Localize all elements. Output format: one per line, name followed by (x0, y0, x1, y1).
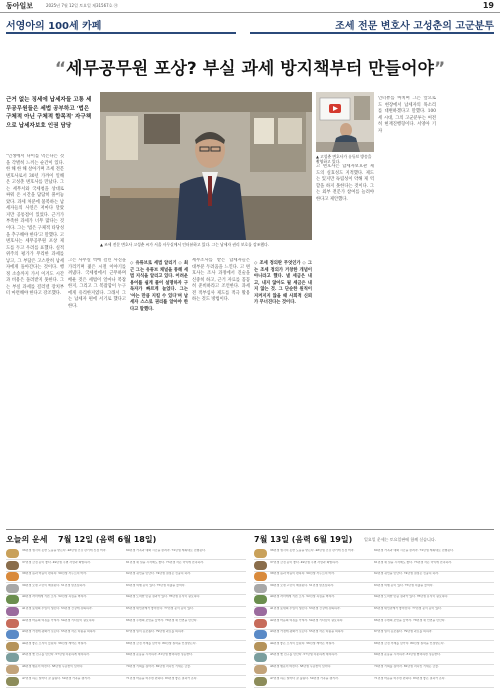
fortune-text: 66년생 주변의 조언을 들어라. 78년생 새 인연을 만난다. (374, 618, 446, 622)
zodiac-animal-icon (254, 607, 267, 616)
main-photo (100, 92, 312, 240)
fortune-grid-left (6, 548, 246, 688)
fortune-text: 39년생 오랜 고민이 해결된다. 51년생 말조심하라. (22, 583, 87, 587)
body-subhead: ◇ 조세 정의란 무엇인가 ◇ 그는 조세 정의가 거창한 개념이 아니라고 했다. 낼 세금은 내고, 내지 않아도 될 세금은 내지 않는 것. 그 단순한 원칙이 지켜지지 않을 때 사회적 신뢰가 무너진다는 것이다. (254, 261, 312, 306)
fortune-row (6, 676, 246, 688)
zodiac-animal-icon (254, 572, 267, 581)
fortune-grid-right (254, 548, 494, 688)
fortune-text: 40년생 자녀에게 기쁜 소식. 52년생 욕심을 버려라. (270, 595, 335, 599)
fortune-text: 45년생 옛 친구를 만난다. 57년생 차분하게 대처하라. (270, 653, 338, 657)
youtube-photo (316, 92, 374, 152)
fortune-text: 61년생 새 일을 시작해도 좋다. 73년생 작은 이익에 만족하라. (126, 560, 204, 564)
fortune-text: 37년생 금전 운이 좋다. 49년생 주변 사람과 화합하라. (22, 560, 91, 564)
fortune-row (6, 583, 246, 595)
masthead (0, 0, 500, 13)
zodiac-animal-icon (6, 642, 19, 651)
fortune-row (6, 560, 246, 572)
fortune-text: 71년생 마음을 비우면 편하다. 83년생 좋은 결과가 온다. (126, 676, 198, 680)
section-title-left: 서영아의 100세 카페 (6, 21, 102, 32)
fortune-header-left (6, 534, 246, 546)
fortune-text: 63년생 여행 운이 있다. 75년생 지출을 줄여라. (374, 583, 434, 587)
body-paragraph: 그는 사무실 벽에 걸린 사진을 가리키며 젊은 시절 이야기를 꺼냈다. 국세청에서 근무하며 배운 것은 세법이 얼마나 복잡한지, 그리고 그 복잡함이 누구에게 유리한지였다. 그래서 그는 납세자 편에 서기로 했다고 한다. (68, 258, 126, 309)
fortune-text: 38년생 몸과 마음이 편하다. 50년생 서두르지 마라. (270, 572, 335, 576)
fortune-text: 62년생 귀인을 만난다. 74년생 결정은 신중히 하라. (126, 572, 191, 576)
body-column-6 (316, 164, 374, 524)
zodiac-animal-icon (254, 630, 267, 639)
fortune-text: 36년생 생각지 못한 도움을 받는다. 48년생 건강 관리에 신경 써라. (270, 549, 355, 552)
zodiac-animal-icon (254, 595, 267, 604)
fortune-text: 70년생 기회를 잡아라. 82년생 지나친 기대는 금물. (374, 665, 439, 668)
fortune-text: 60년생 가족과 대화 시간을 늘려라. 72년생 계획대로 진행된다. (126, 549, 206, 552)
fortune-row (6, 594, 246, 606)
body-subhead: ◇ 유튜브로 세법 알리기 ◇ 최근 그는 유튜브 채널을 통해 세법 지식을 알리고 있다. 어려운 용어를 쉽게 풀어 설명하자 구독자가 빠르게 늘었다. 그는 '아는 만큼 지킬 수 있다'며 납세자 스스로 권리를 알아야 한다고 말했다. (130, 261, 188, 312)
section-divider (6, 529, 494, 530)
page-number: 19 (482, 1, 494, 10)
fortune-row (6, 652, 246, 664)
fortune-text: 36년생 생각지 못한 도움을 받는다. 48년생 건강 관리에 신경 써라. (22, 549, 107, 552)
zodiac-animal-icon (254, 677, 267, 686)
zodiac-animal-icon (6, 619, 19, 628)
fortune-row (254, 548, 494, 560)
fortune-date-left: 7월 12일 (음력 6월 18일) (58, 535, 157, 544)
section-title-right: 조세 전문 변호사 고성춘의 고군분투 (335, 21, 494, 32)
fortune-text: 70년생 기회를 잡아라. 82년생 지나친 기대는 금물. (126, 665, 191, 668)
body-paragraph: 고 변호사는 납세자보호관 제도의 실효성도 지적했다. 제도는 있지만 독립성이 약해 제 역할을 하지 못한다는 것이다. 그는 외부 전문가 참여를 늘려야 한다고 제안했다. (316, 164, 374, 202)
section-header-right (250, 16, 494, 34)
headline-text: 세무공무원 포상? 부실 과세 방지책부터 만들어야 (66, 59, 434, 79)
zodiac-animal-icon (6, 572, 19, 581)
open-quote-icon: “ (54, 59, 67, 79)
fortune-text: 67년생 일이 순조롭다. 79년생 과로를 피하라. (374, 630, 433, 634)
zodiac-animal-icon (254, 561, 267, 570)
section-header-left (6, 16, 236, 34)
fortune-text: 39년생 오랜 고민이 해결된다. 51년생 말조심하라. (270, 583, 335, 587)
zodiac-animal-icon (6, 630, 19, 639)
body-paragraph: 인터뷰를 마치며 그는 앞으로도 현장에서 납세자의 목소리를 대변하겠다고 말했다. 100세 시대, 그의 고군분투는 여전히 현재진행형이다. 서영아 기자 (378, 96, 436, 134)
fortune-title-left: 오늘의 운세 (6, 535, 48, 544)
fortune-row (6, 664, 246, 676)
body-column-4 (192, 258, 250, 524)
body-paragraph: 고 변호사는 세무공무원 포상 제도를 두고 우려를 표했다. 실적 위주의 평가가 무리한 과세를 낳고, 그 부담은 고스란히 납세자에게 돌아간다는 것이다. 행정 소송까지 가서 이겨도 시간과 비용은 돌려받지 못한다. 그는 부실 과세를 걸러낼 장치부터 마련해야 한다고 강조했다. (6, 232, 64, 297)
article-headline (30, 54, 470, 79)
fortune-text: 45년생 옛 친구를 만난다. 57년생 차분하게 대처하라. (22, 653, 90, 657)
zodiac-animal-icon (6, 665, 19, 674)
fortune-text: 69년생 운동을 시작하라. 81년생 협력하면 성공한다. (126, 653, 193, 657)
fortune-text: 46년생 행운이 따른다. 58년생 꾸준함이 답이다. (22, 665, 84, 668)
body-column-7 (378, 96, 436, 524)
fortune-text: 66년생 주변의 조언을 들어라. 78년생 새 인연을 만난다. (126, 618, 198, 622)
fortune-text: 68년생 금전 거래를 삼가라. 80년생 실력을 인정받는다. (126, 641, 197, 645)
fortune-row (254, 629, 494, 641)
fortune-text: 64년생 노력한 만큼 결과가 있다. 76년생 휴식이 필요하다. (126, 595, 201, 599)
fortune-text: 43년생 가정에 평화가 깃든다. 55년생 작은 다툼을 피하라. (22, 630, 97, 634)
fortune-text: 60년생 가족과 대화 시간을 늘려라. 72년생 계획대로 진행된다. (374, 549, 454, 552)
fortune-text: 47년생 하는 일마다 잘 풀린다. 59년생 가족을 챙겨라. (270, 676, 339, 680)
fortune-title-right: 7월 13일 (음력 6월 19일) (254, 535, 353, 544)
zodiac-animal-icon (254, 642, 267, 651)
zodiac-animal-icon (254, 653, 267, 662)
fortune-text: 41년생 뜻밖의 수입이 생긴다. 53년생 건강에 유의하라. (22, 607, 93, 610)
zodiac-animal-icon (6, 677, 19, 686)
issue-date: 2025년 7월 12일 토요일 제31567호 ㉮ (46, 3, 118, 8)
article-lede: 근거 없는 징세에 납세자들 고통 세무공무원들은 세법 공부하고 '법은 구체적 아닌 구체적 합목적' 자구책으로 납세자보호 인권 담당 (6, 97, 92, 129)
fortune-row (254, 560, 494, 572)
fortune-text: 64년생 노력한 만큼 결과가 있다. 76년생 휴식이 필요하다. (374, 595, 449, 599)
fortune-row (254, 676, 494, 688)
body-column-3 (130, 258, 188, 524)
fortune-row (254, 664, 494, 676)
fortune-text: 38년생 몸과 마음이 편하다. 50년생 서두르지 마라. (22, 572, 87, 576)
fortune-row (6, 629, 246, 641)
fortune-text: 69년생 운동을 시작하라. 81년생 협력하면 성공한다. (374, 653, 441, 657)
fortune-row (254, 606, 494, 618)
zodiac-animal-icon (6, 653, 19, 662)
fortune-text: 40년생 자녀에게 기쁜 소식. 52년생 욕심을 버려라. (22, 595, 87, 599)
zodiac-animal-icon (254, 619, 267, 628)
fortune-row (254, 618, 494, 630)
body-paragraph: "인생에서 나이를 먹는다는 것을 각별히 느끼는 순간이 있다. 한 해 한 해 살아가며 조세 전문 변호사로서 30년 가까이 일해 온 고성춘 변호사를 만났다. 그는 세무서와 국세청을 상대로 싸워 온 시간을 담담히 풀어놓았다. 과세 처분에 불복하는 납세자들의 사연은 저마다 달랐지만 공통점이 있었다. 근거가 부족한 과세가 너무 많다는 것이다. 그는 '법은 구체적 타당성을 추구해야 한다'고 말했다. (6, 154, 64, 238)
fortune-text: 62년생 귀인을 만난다. 74년생 결정은 신중히 하라. (374, 572, 439, 576)
body-column-1 (6, 154, 64, 524)
zodiac-animal-icon (6, 561, 19, 570)
fortune-text: 44년생 좋은 소식이 들린다. 56년생 계약은 미뤄라. (270, 641, 335, 645)
body-column-2 (68, 258, 126, 524)
body-column-8 (440, 96, 494, 524)
fortune-row (6, 641, 246, 653)
fortune-row (254, 571, 494, 583)
fortune-text: 67년생 일이 순조롭다. 79년생 과로를 피하라. (126, 630, 185, 634)
fortune-text: 46년생 행운이 따른다. 58년생 꾸준함이 답이다. (270, 665, 332, 668)
body-column-5 (254, 258, 312, 524)
zodiac-animal-icon (254, 584, 267, 593)
zodiac-animal-icon (6, 549, 19, 558)
photo-caption-main: ▲ 조세 전문 변호사 고성춘 씨가 서울 사무실에서 인터뷰하고 있다. 그는 납세자 권리 보호를 강조했다. (100, 242, 269, 247)
fortune-text: 68년생 금전 거래를 삼가라. 80년생 실력을 인정받는다. (374, 641, 445, 645)
fortune-row (6, 618, 246, 630)
fortune-text: 43년생 가정에 평화가 깃든다. 55년생 작은 다툼을 피하라. (270, 630, 345, 634)
fortune-text: 42년생 마음의 여유를 가져라. 54년생 기다림이 필요하다. (270, 618, 344, 622)
fortune-text: 65년생 대인관계가 좋아진다. 77년생 문서 운이 있다. (374, 607, 442, 610)
body-paragraph: 세무조사를 받는 납세자들은 대부분 두려움을 느낀다. 고 변호사는 조사 과정에서 진술을 신중히 하고, 근거 자료를 꼼꼼히 준비하라고 조언한다. 과세 전 적부심사 제도를 적극 활용하는 것도 방법이다. (192, 258, 250, 303)
fortune-row (6, 606, 246, 618)
fortune-row (6, 571, 246, 583)
zodiac-animal-icon (254, 665, 267, 674)
fortune-text: 37년생 금전 운이 좋다. 49년생 주변 사람과 화합하라. (270, 560, 339, 564)
fortune-row (6, 548, 246, 560)
close-quote-icon: ” (433, 59, 446, 79)
zodiac-animal-icon (6, 607, 19, 616)
fortune-header-right (254, 534, 494, 546)
paper-name: 동아일보 (6, 2, 34, 10)
fortune-text: 71년생 마음을 비우면 편하다. 83년생 좋은 결과가 온다. (374, 676, 446, 680)
fortune-text: 44년생 좋은 소식이 들린다. 56년생 계약은 미뤄라. (22, 641, 87, 645)
fortune-row (254, 583, 494, 595)
fortune-text: 65년생 대인관계가 좋아진다. 77년생 문서 운이 있다. (126, 607, 194, 610)
fortune-text: 42년생 마음의 여유를 가져라. 54년생 기다림이 필요하다. (22, 618, 96, 622)
zodiac-animal-icon (6, 584, 19, 593)
zodiac-animal-icon (254, 549, 267, 558)
fortune-text: 41년생 뜻밖의 수입이 생긴다. 53년생 건강에 유의하라. (270, 607, 341, 610)
fortune-row (254, 652, 494, 664)
fortune-text: 61년생 새 일을 시작해도 좋다. 73년생 작은 이익에 만족하라. (374, 560, 452, 564)
fortune-text: 47년생 하는 일마다 잘 풀린다. 59년생 가족을 챙겨라. (22, 676, 91, 680)
fortune-row (254, 641, 494, 653)
photo-caption-small: ▲ 고성춘 변호사가 유튜브 방송을 촬영하고 있다. (316, 154, 372, 165)
fortune-text: 63년생 여행 운이 있다. 75년생 지출을 줄여라. (126, 583, 186, 587)
fortune-row (254, 594, 494, 606)
zodiac-animal-icon (6, 595, 19, 604)
fortune-note-right: 일요일 운세는 토요일판에 함께 싣습니다. (364, 537, 437, 542)
